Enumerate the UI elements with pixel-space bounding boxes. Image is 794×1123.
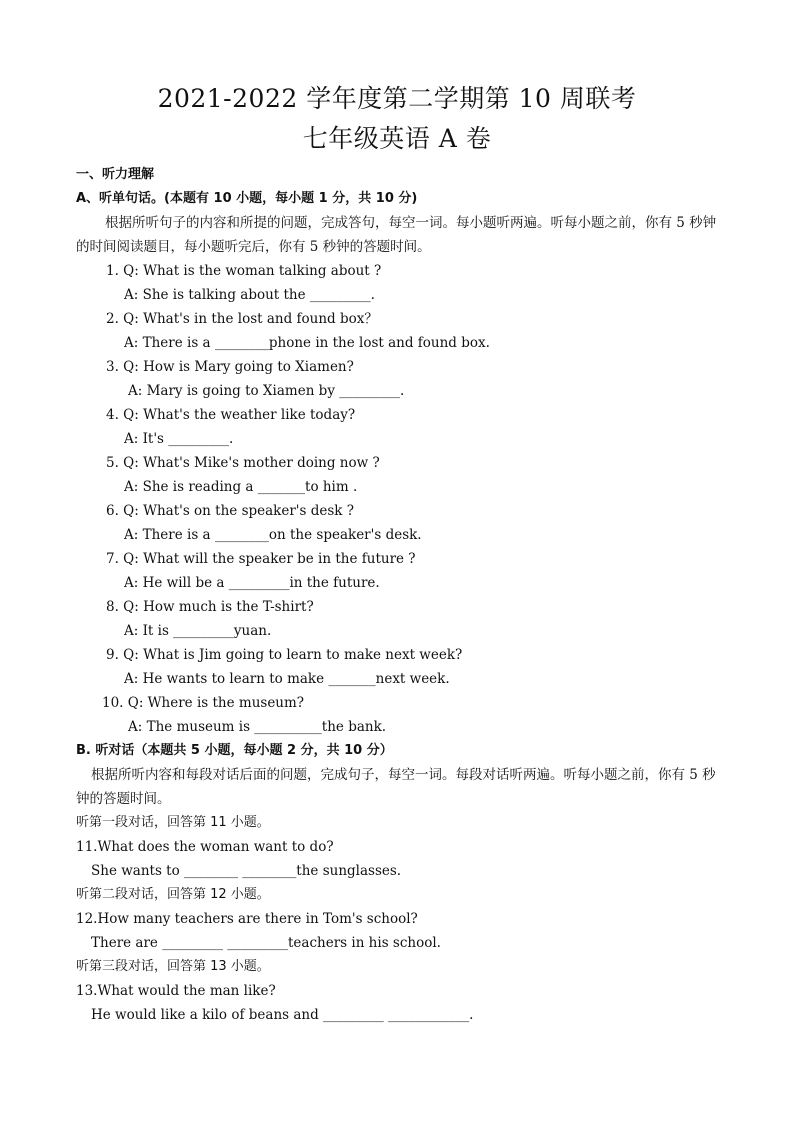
question-13: 13.What would the man like?	[76, 983, 276, 999]
question-5: 5. Q: What's Mike's mother doing now ?	[106, 455, 380, 471]
answer-5: A: She is reading a _______to him .	[124, 479, 358, 495]
question-11: 11.What does the woman want to do?	[76, 839, 334, 855]
dialogue-intro-3: 听第三段对话，回答第 13 小题。	[76, 959, 270, 974]
part-a-instructions: 根据所听句子的内容和所提的问题，完成答句，每空一词。每小题听两遍。听每小题之前，你有 5 秒钟的时间阅读题目，每小题听完后，你有 5 秒钟的答题时间。	[76, 215, 717, 255]
answer-4: A: It's _________.	[124, 431, 234, 447]
question-9: 9. Q: What is Jim going to learn to make next week?	[106, 647, 463, 663]
part-b-instructions: 根据所听内容和每段对话后面的问题，完成句子，每空一词。每段对话听两遍。听每小题之前，你有 5 秒钟的答题时间。	[76, 767, 716, 807]
section-heading: 一、听力理解	[76, 167, 155, 182]
question-2: 2. Q: What's in the lost and found box？	[106, 311, 378, 327]
question-6: 6. Q: What's on the speaker's desk ?	[106, 503, 354, 519]
question-1: 1. Q: What is the woman talking about ?	[106, 263, 382, 279]
answer-8: A: It is _________yuan.	[124, 623, 272, 639]
question-8: 8. Q: How much is the T-shirt?	[106, 599, 314, 615]
answer-6: A: There is a ________on the speaker's desk.	[124, 527, 422, 543]
answer-3: A: Mary is going to Xiamen by _________.	[128, 383, 405, 399]
answer-2: A: There is a ________phone in the lost and found box.	[124, 335, 490, 351]
part-a-items	[76, 259, 726, 739]
dialogue-intro-2: 听第二段对话，回答第 12 小题。	[76, 887, 270, 902]
answer-12: There are _________ _________teachers in his school.	[91, 935, 441, 951]
answer-11: She wants to ________ ________the sunglasses.	[91, 863, 402, 879]
answer-9: A: He wants to learn to make _______next week.	[124, 671, 450, 687]
part-b-items	[76, 811, 726, 1027]
dialogue-intro-1: 听第一段对话，回答第 11 小题。	[76, 815, 270, 830]
answer-10: A: The museum is __________the bank.	[128, 719, 387, 735]
question-3: 3. Q: How is Mary going to Xiamen?	[106, 359, 354, 375]
question-10: 10. Q: Where is the museum?	[102, 695, 305, 711]
answer-1: A: She is talking about the _________.	[124, 287, 375, 303]
answer-7: A: He will be a _________in the future.	[124, 575, 380, 591]
part-a-heading: A、听单句话。(本题有 10 小题，每小题 1 分，共 10 分)	[76, 191, 418, 206]
exam-title: 2021-2022 学年度第二学期第 10 周联考	[157, 84, 637, 113]
exam-subtitle: 七年级英语 A 卷	[302, 124, 492, 153]
question-7: 7. Q: What will the speaker be in the future ?	[106, 551, 416, 567]
answer-13: He would like a kilo of beans and _________ ____________.	[91, 1007, 474, 1023]
part-b-heading: B. 听对话（本题共 5 小题，每小题 2 分，共 10 分）	[76, 743, 393, 758]
section-listening	[76, 163, 726, 1027]
question-12: 12.How many teachers are there in Tom's school?	[76, 911, 418, 927]
question-4: 4. Q: What's the weather like today?	[106, 407, 356, 423]
